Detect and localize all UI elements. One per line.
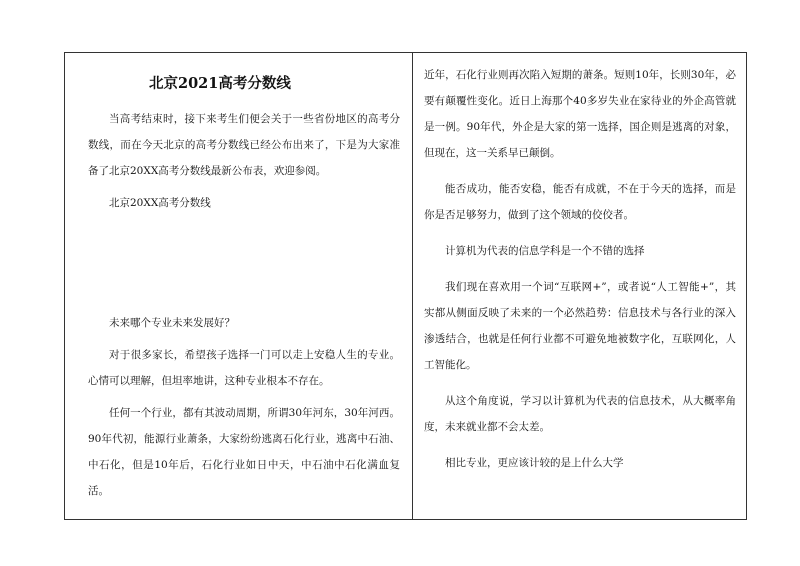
page-title: 北京2021高考分数线 bbox=[149, 75, 291, 92]
right-column bbox=[424, 62, 736, 486]
column-divider bbox=[412, 52, 413, 520]
body-paragraph: 对于很多家长，希望孩子选择一门可以走上安稳人生的专业。心情可以理解，但坦率地讲，这种专业根本不存在。 bbox=[88, 349, 400, 387]
body-paragraph: 能否成功，能否安稳，能否有成就，不在于今天的选择，而是你是否足够努力，做到了这个领域的佼佼者。 bbox=[424, 183, 736, 221]
body-paragraph: 近年，石化行业则再次陷入短期的萧条。短则10年，长则30年，必要有颠覆性变化。近日上海那个40多岁失业在家待业的外企高管就是一例。90年代，外企是大家的第一选择，国企则是逃离的对象，但现在，这一关系早已颠倒。 bbox=[424, 69, 736, 159]
body-paragraph: 从这个角度说，学习以计算机为代表的信息技术，从大概率角度，未来就业都不会太差。 bbox=[424, 395, 736, 433]
section-heading: 计算机为代表的信息学科是一个不错的选择 bbox=[445, 245, 645, 257]
left-column bbox=[88, 62, 400, 504]
section-heading: 相比专业，更应该计较的是上什么大学 bbox=[445, 457, 624, 469]
section-heading: 北京20XX高考分数线 bbox=[109, 197, 211, 209]
body-paragraph: 我们现在喜欢用一个词“互联网+”，或者说“人工智能+”，其实都从侧面反映了未来的一个必然趋势：信息技术与各行业的深入渗透结合，也就是任何行业都不可避免地被数字化，互联网化，人工智能化。 bbox=[424, 281, 736, 371]
intro-paragraph: 当高考结束时，接下来考生们便会关于一些省份地区的高考分数线，而在今天北京的高考分数线已经公布出来了，下是为大家准备了北京20XX高考分数线最新公布表，欢迎参阅。 bbox=[88, 113, 400, 177]
blank-space bbox=[88, 216, 400, 310]
question-heading: 未来哪个专业未来发展好？ bbox=[109, 317, 235, 329]
body-paragraph: 任何一个行业，都有其波动周期，所谓30年河东，30年河西。90年代初，能源行业萧条，大家纷纷逃离石化行业，逃离中石油、中石化，但是10年后，石化行业如日中天，中石油中石化满血复活。 bbox=[88, 407, 400, 497]
